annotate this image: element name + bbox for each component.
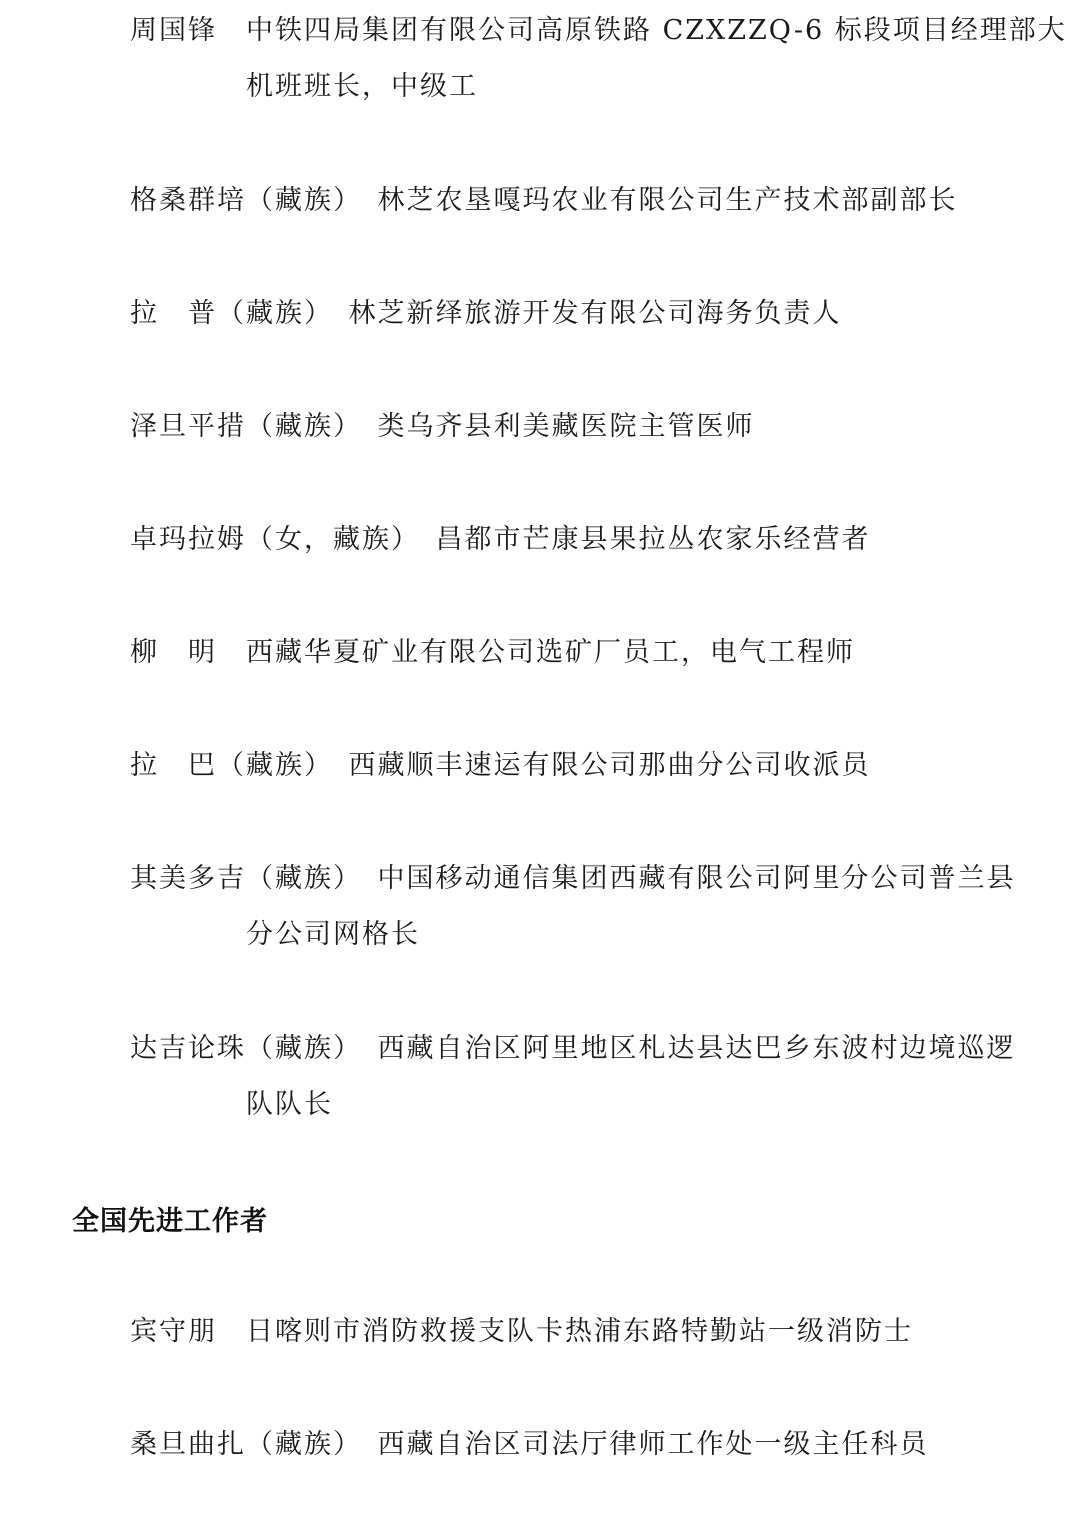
person-position: 西藏自治区司法厅律师工作处一级主任科员 bbox=[377, 1429, 929, 1460]
list-item bbox=[130, 286, 1030, 342]
person-name: 宾守朋 bbox=[130, 1316, 217, 1347]
person-position: 日喀则市消防救援支队卡热浦东路特勤站一级消防士 bbox=[246, 1316, 913, 1347]
person-name: 拉 巴（藏族） bbox=[130, 750, 320, 781]
person-name: 拉 普（藏族） bbox=[130, 298, 320, 329]
list-item bbox=[130, 1304, 1030, 1360]
person-position: 类乌齐县利美藏医院主管医师 bbox=[377, 411, 755, 442]
person-position: 西藏自治区阿里地区札达县达巴乡东波村边境巡逻 bbox=[377, 1033, 1016, 1064]
person-position: 林芝农垦嘎玛农业有限公司生产技术部副部长 bbox=[377, 185, 958, 216]
person-position-continued: 队队长 bbox=[246, 1089, 333, 1120]
person-position: 中国移动通信集团西藏有限公司阿里分公司普兰县 bbox=[377, 863, 1016, 894]
person-name: 达吉论珠（藏族） bbox=[130, 1033, 349, 1064]
person-position-continued: 分公司网格长 bbox=[246, 919, 420, 950]
list-item bbox=[130, 851, 1030, 963]
person-name: 格桑群培（藏族） bbox=[130, 185, 349, 216]
person-position: 西藏华夏矿业有限公司选矿厂员工，电气工程师 bbox=[246, 637, 855, 668]
list-item bbox=[130, 738, 1030, 794]
list-item bbox=[130, 3, 1067, 115]
person-name: 泽旦平措（藏族） bbox=[130, 411, 349, 442]
list-item bbox=[130, 625, 1030, 681]
person-position: 林芝新绎旅游开发有限公司海务负责人 bbox=[348, 298, 842, 329]
section-heading: 全国先进工作者 bbox=[72, 1206, 268, 1237]
person-name: 柳 明 bbox=[130, 637, 217, 668]
list-item bbox=[130, 173, 1030, 229]
person-position: 昌都市芒康县果拉丛农家乐经营者 bbox=[435, 524, 871, 555]
list-item bbox=[130, 512, 1030, 568]
person-position: 中铁四局集团有限公司高原铁路 CZXZZQ-6 标段项目经理部大 bbox=[246, 15, 1067, 46]
list-item bbox=[130, 399, 1030, 455]
person-name: 桑旦曲扎（藏族） bbox=[130, 1429, 349, 1460]
person-name: 周国锋 bbox=[130, 15, 217, 46]
person-name: 其美多吉（藏族） bbox=[130, 863, 349, 894]
list-item bbox=[130, 1021, 1030, 1133]
list-item bbox=[130, 1417, 1030, 1473]
person-name: 卓玛拉姆（女，藏族） bbox=[130, 524, 407, 555]
person-position: 西藏顺丰速运有限公司那曲分公司收派员 bbox=[348, 750, 871, 781]
person-position-continued: 机班班长，中级工 bbox=[246, 71, 478, 102]
